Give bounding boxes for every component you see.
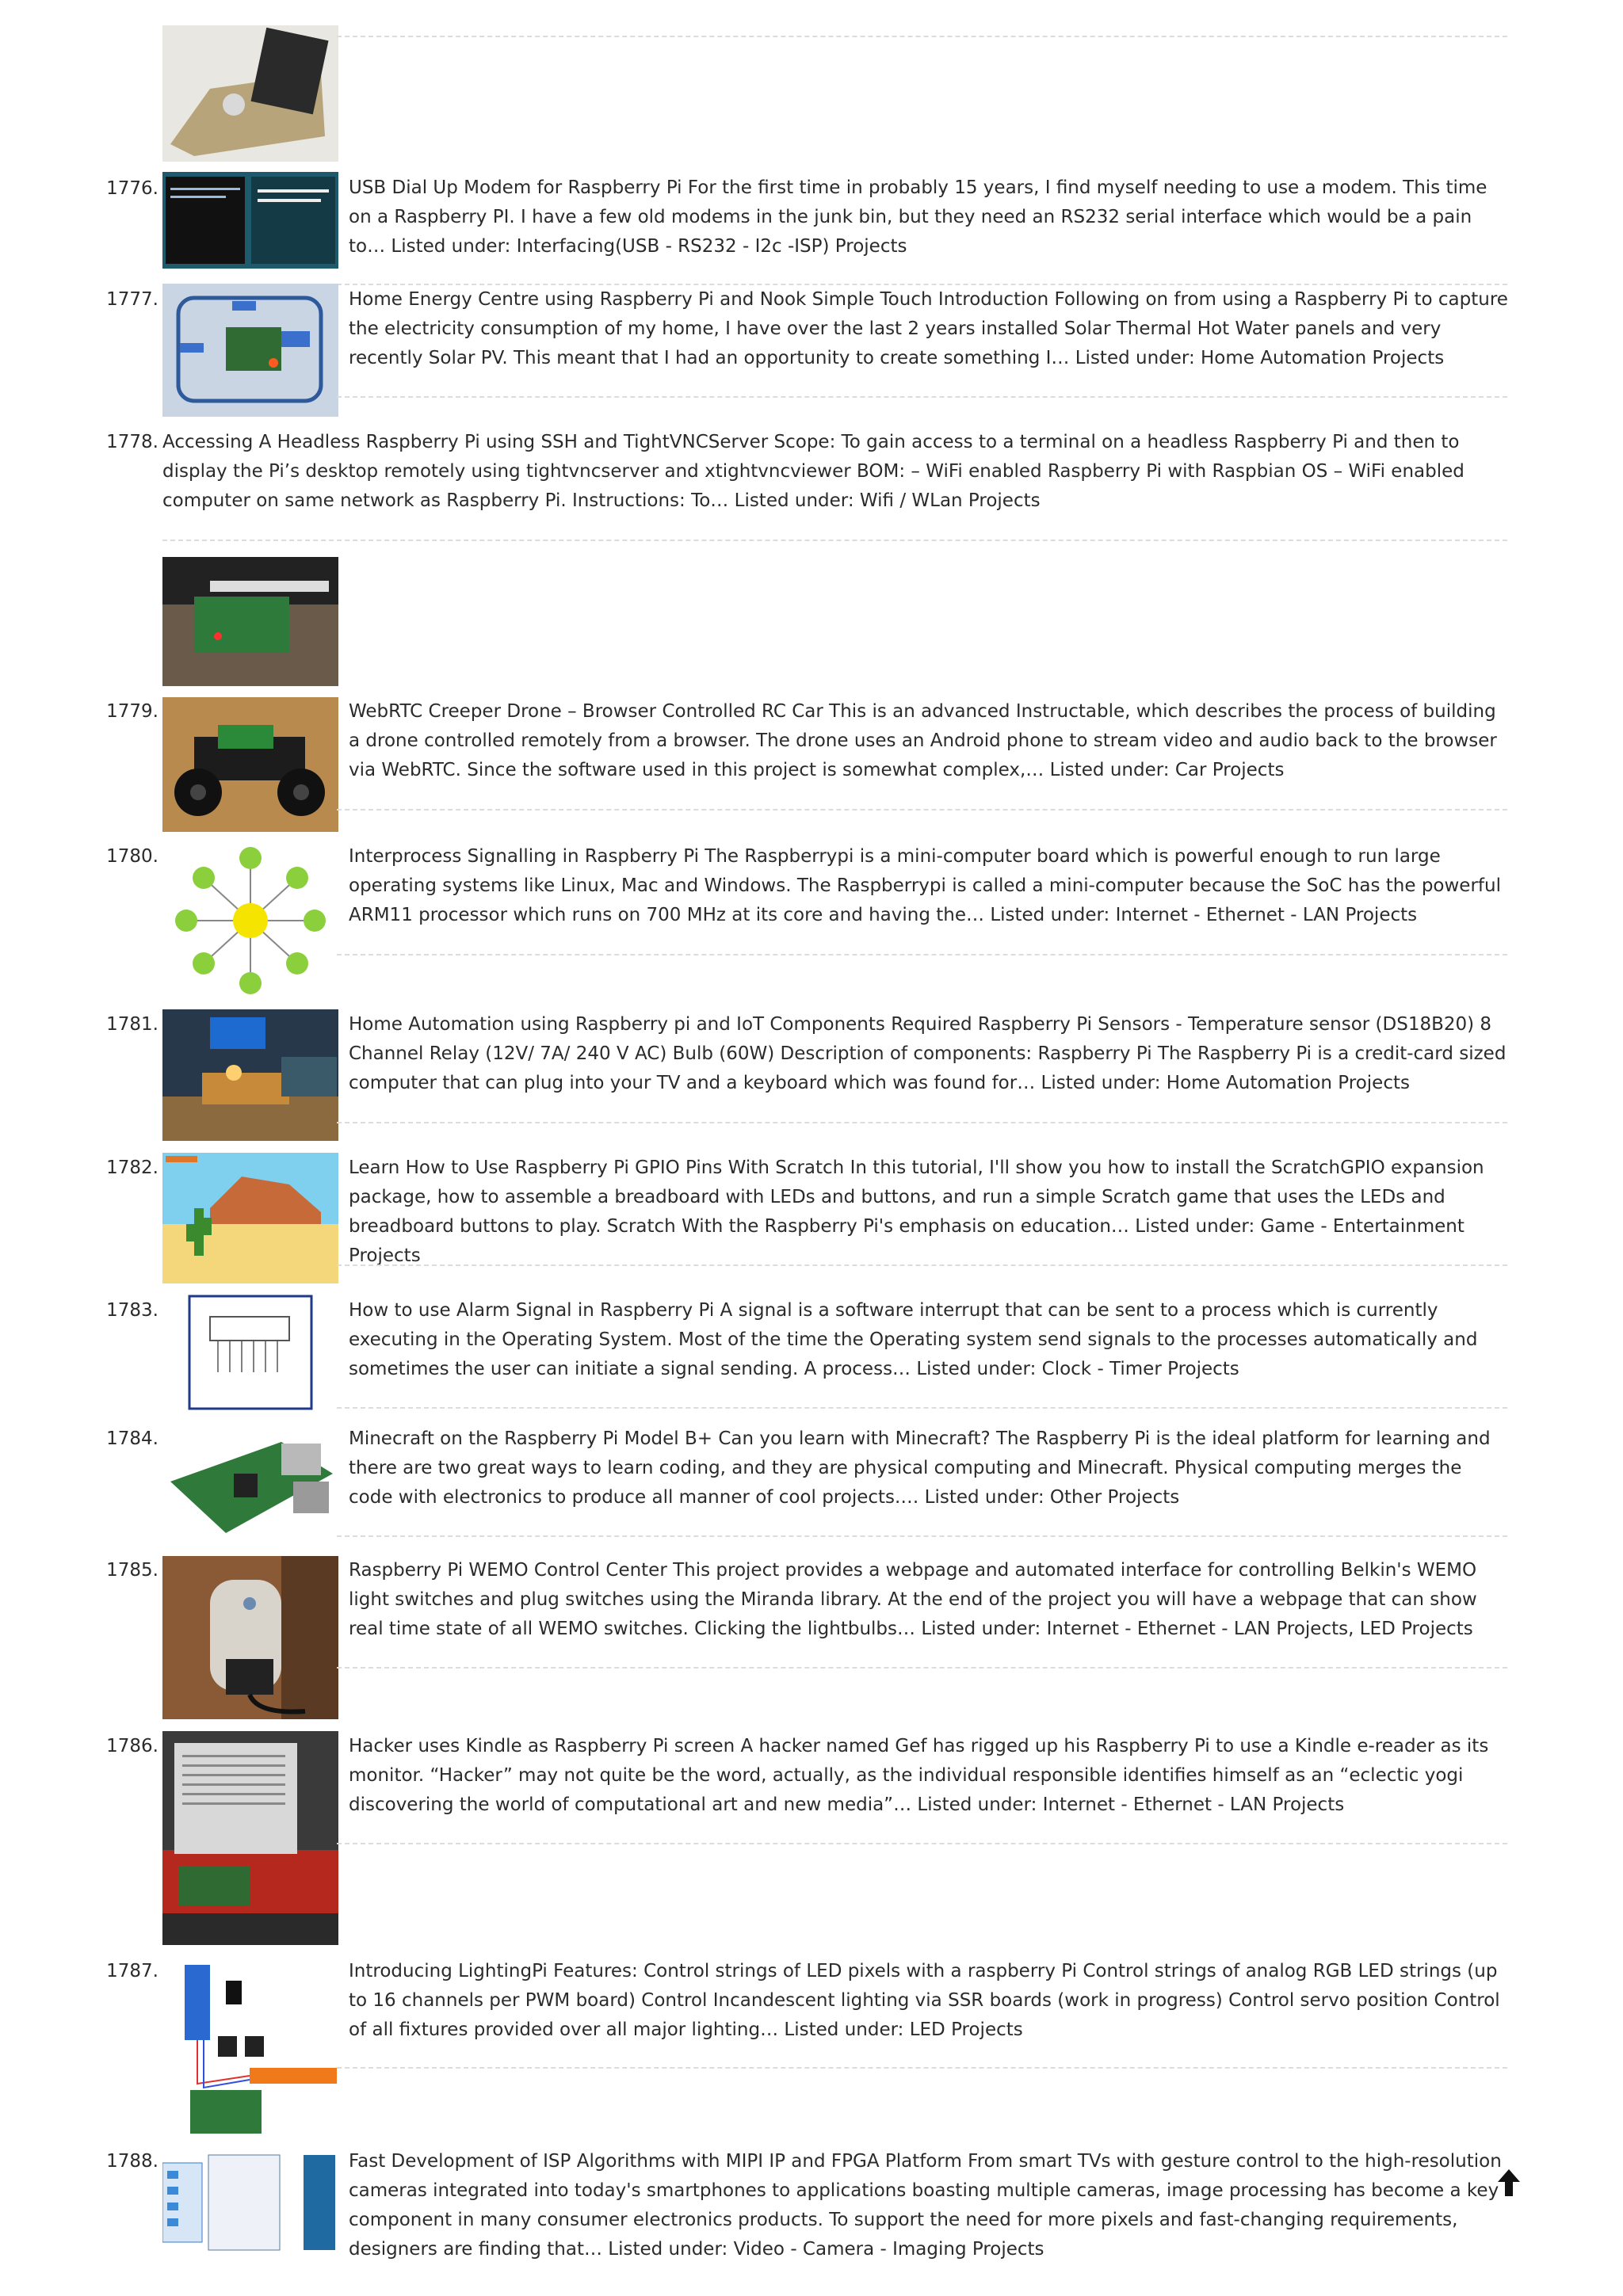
divider [337,1535,1507,1537]
divider [337,954,1507,955]
thumbnail-image [162,1731,338,1945]
entry-link[interactable]: Accessing A Headless Raspberry Pi using SSH and TightVNCServer [162,432,769,452]
entry-link[interactable]: Introducing LightingPi [349,1961,548,1981]
entry-listed-under: Listed under: Home Automation Projects [1075,348,1445,368]
divider [337,1122,1507,1123]
entry-text [349,174,1510,261]
divider [337,809,1507,810]
thumbnail-image [162,25,338,162]
entry-number: 1783. [106,1300,158,1321]
entry-listed-under: Listed under: Wifi / WLan Projects [734,490,1041,511]
thumbnail-image [162,1153,338,1283]
entry-thumbnail[interactable] [162,172,338,269]
entry-link[interactable]: Home Automation using Raspberry pi and IoT [349,1014,765,1035]
entry-number: 1786. [106,1736,158,1756]
thumbnail-image [162,697,338,832]
entry-thumbnail[interactable] [162,1556,338,1719]
entry-text [349,842,1510,930]
thumbnail-image [162,842,338,999]
entry-number: 1780. [106,846,158,867]
entry-excerpt: Introduction Following on from using a Raspberry Pi to capture the electricity consumption of my home, I have over the last 2 years installed Solar Thermal Hot Water panels and very recently Solar PV. This meant that I had an opportunity to create something I… [349,289,1508,368]
entry-listed-under: Listed under: Internet - Ethernet - LAN Projects [917,1794,1345,1815]
entry-thumbnail[interactable] [162,284,338,417]
entry-thumbnail[interactable] [162,1009,338,1141]
thumbnail-image [162,172,338,269]
divider [337,396,1507,398]
thumbnail-image [162,2147,338,2258]
thumbnail-image [162,1957,338,2136]
entry-link[interactable]: Hacker uses Kindle as Raspberry Pi screen [349,1736,735,1756]
entry-text [162,428,1510,516]
entry-number: 1784. [106,1428,158,1449]
entry-thumbnail[interactable] [162,1293,338,1412]
entry-link[interactable]: How to use Alarm Signal in Raspberry Pi [349,1300,715,1321]
entry-number: 1782. [106,1158,158,1178]
entry-excerpt: Components Required Raspberry Pi Sensors - Temperature sensor (DS18B20) 8 Channel Relay (12V/ 7A/ 240 V AC) Bulb (60W) Description of components: Raspberry Pi The Raspberry Pi is a credit-card sized computer that can plug into your TV and a keyboard which was found for… [349,1014,1507,1093]
thumbnail-image [162,1009,338,1141]
entry-text [349,2147,1510,2264]
entry-number: 1779. [106,701,158,722]
divider [337,36,1507,37]
entry-listed-under: Listed under: Other Projects [924,1487,1180,1508]
divider [337,2067,1507,2069]
entry-excerpt: A hacker named Gef has rigged up his Raspberry Pi to use a Kindle e-reader as its monitor. “Hacker” may not quite be the word, actually, as the individual responsible identifies himself as an “eclectic yogi discovering the world of computational art and new media”… [349,1736,1489,1815]
entry-link[interactable]: Minecraft on the Raspberry Pi Model B+ [349,1428,713,1449]
entry-link[interactable]: Raspberry Pi WEMO Control Center [349,1560,667,1581]
entry-listed-under: Listed under: Internet - Ethernet - LAN Projects, LED Projects [921,1619,1473,1639]
entry-excerpt: A signal is a software interrupt that can be sent to a process which is currently executing in the Operating System. Most of the time the Operating system send signals to the processes automatically and sometimes the user can initiate a signal sending. A process… [349,1300,1478,1379]
entry-listed-under: Listed under: Car Projects [1049,760,1285,780]
thumbnail-image [162,1293,338,1412]
divider [337,1667,1507,1669]
thumbnail-image [162,557,338,686]
entry-link[interactable]: Interprocess Signalling in Raspberry Pi [349,846,699,867]
entry-thumbnail[interactable] [162,1731,338,1945]
entry-thumbnail[interactable] [162,1153,338,1283]
divider [337,1264,1507,1266]
entry-thumbnail[interactable] [162,25,338,162]
entry-text [349,1957,1510,2045]
entry-listed-under: Listed under: Home Automation Projects [1041,1073,1410,1093]
entry-number: 1788. [106,2151,158,2172]
entry-link[interactable]: USB Dial Up Modem for Raspberry Pi [349,177,682,198]
entry-number: 1776. [106,178,158,199]
entry-excerpt: This project provides a webpage and automated interface for controlling Belkin's WEMO light switches and plug switches using the Miranda library. At the end of the project you will have a webpage that can show real time state of all WEMO switches. Clicking the lightbulbs… [349,1560,1477,1639]
entry-text [349,285,1510,373]
divider [162,540,1507,541]
entry-listed-under: Listed under: Game - Entertainment Projects [349,1216,1465,1266]
entry-text [349,1010,1510,1098]
entry-excerpt: Scope: To gain access to a terminal on a headless Raspberry Pi and then to display the Pi’s desktop remotely using tightvncserver and xtightvncviewer BOM: – WiFi enabled Raspberry Pi with Raspbian OS – WiFi enabled computer on same network as Raspberry Pi. Instructions: To… [162,432,1465,511]
entry-excerpt: In this tutorial, I'll show you how to install the ScratchGPIO expansion package, how to assemble a breadboard with LEDs and buttons, and run a simple Scratch game that uses the LEDs and breadboard buttons to play. Scratch With the Raspberry Pi's emphasis on education… [349,1158,1484,1237]
entry-thumbnail[interactable] [162,697,338,832]
entry-excerpt: Features: Control strings of LED pixels with a raspberry Pi Control strings of analog RGB LED strings (up to 16 channels per PWM board) Control Incandescent lighting via SSR boards (work in progress) Control servo position Control of all fixtures provided over all major lighting… [349,1961,1500,2040]
entry-text [349,1556,1510,1644]
entry-link[interactable]: WebRTC Creeper Drone – Browser Controlled RC Car [349,701,823,722]
entry-number: 1785. [106,1560,158,1581]
entry-link[interactable]: Learn How to Use Raspberry Pi GPIO Pins With Scratch [349,1158,845,1178]
entry-listed-under: Listed under: Clock - Timer Projects [916,1359,1239,1379]
entry-text [349,1732,1510,1820]
entry-listed-under: Listed under: Interfacing(USB - RS232 - I2c -ISP) Projects [391,236,907,257]
divider [337,1843,1507,1844]
entry-number: 1777. [106,289,158,310]
entry-link[interactable]: Home Energy Centre using Raspberry Pi and Nook Simple Touch [349,289,933,310]
entry-excerpt: For the first time in probably 15 years, I find myself needing to use a modem. This time on a Raspberry PI. I have a few old modems in the junk bin, but they need an RS232 serial interface which would be a pain to… [349,177,1487,257]
entry-link[interactable]: Fast Development of ISP Algorithms with MIPI IP and FPGA Platform [349,2151,962,2172]
entry-number: 1781. [106,1014,158,1035]
entry-text [349,1154,1510,1271]
entry-text [349,697,1510,785]
entry-excerpt: The Raspberrypi is a mini-computer board which is powerful enough to run large operating systems like Linux, Mac and Windows. The Raspberrypi is called a mini-computer because the SoC has the powerful ARM11 processor which runs on 700 MHz at its core and having the… [349,846,1501,925]
divider [337,1407,1507,1409]
entry-thumbnail[interactable] [162,557,338,686]
entry-thumbnail[interactable] [162,1426,338,1542]
entry-listed-under: Listed under: Video - Camera - Imaging Projects [608,2239,1044,2260]
back-to-top-button[interactable] [1498,2169,1520,2196]
thumbnail-image [162,1556,338,1719]
entry-number: 1787. [106,1961,158,1981]
entry-excerpt: This is an advanced Instructable, which describes the process of building a drone controlled remotely from a browser. The drone uses an Android phone to stream video and audio back to the browser via WebRTC. Since the software used in this project is somewhat complex,… [349,701,1497,780]
entry-thumbnail[interactable] [162,1957,338,2136]
entry-thumbnail[interactable] [162,842,338,999]
entry-thumbnail[interactable] [162,2147,338,2258]
entry-excerpt: Can you learn with Minecraft? The Raspberry Pi is the ideal platform for learning and there are two great ways to learn coding, and they are physical computing and Minecraft. Physical computing merges the code with electronics to produce all manner of cool projects.… [349,1428,1491,1508]
entry-listed-under: Listed under: LED Projects [784,2019,1023,2040]
entry-text [349,1296,1510,1384]
arrow-up-icon [1498,2169,1520,2196]
entry-listed-under: Listed under: Internet - Ethernet - LAN Projects [990,905,1418,925]
entry-number: 1778. [106,432,158,452]
thumbnail-image [162,1426,338,1542]
thumbnail-image [162,284,338,417]
entry-text [349,1425,1510,1512]
entry-excerpt: From smart TVs with gesture control to the high-resolution cameras integrated into today's smartphones to applications boasting multiple cameras, image processing has become a key component in many consumer electronics products. To support the need for more pixels and fast-changing requirements, designers are finding that… [349,2151,1502,2260]
